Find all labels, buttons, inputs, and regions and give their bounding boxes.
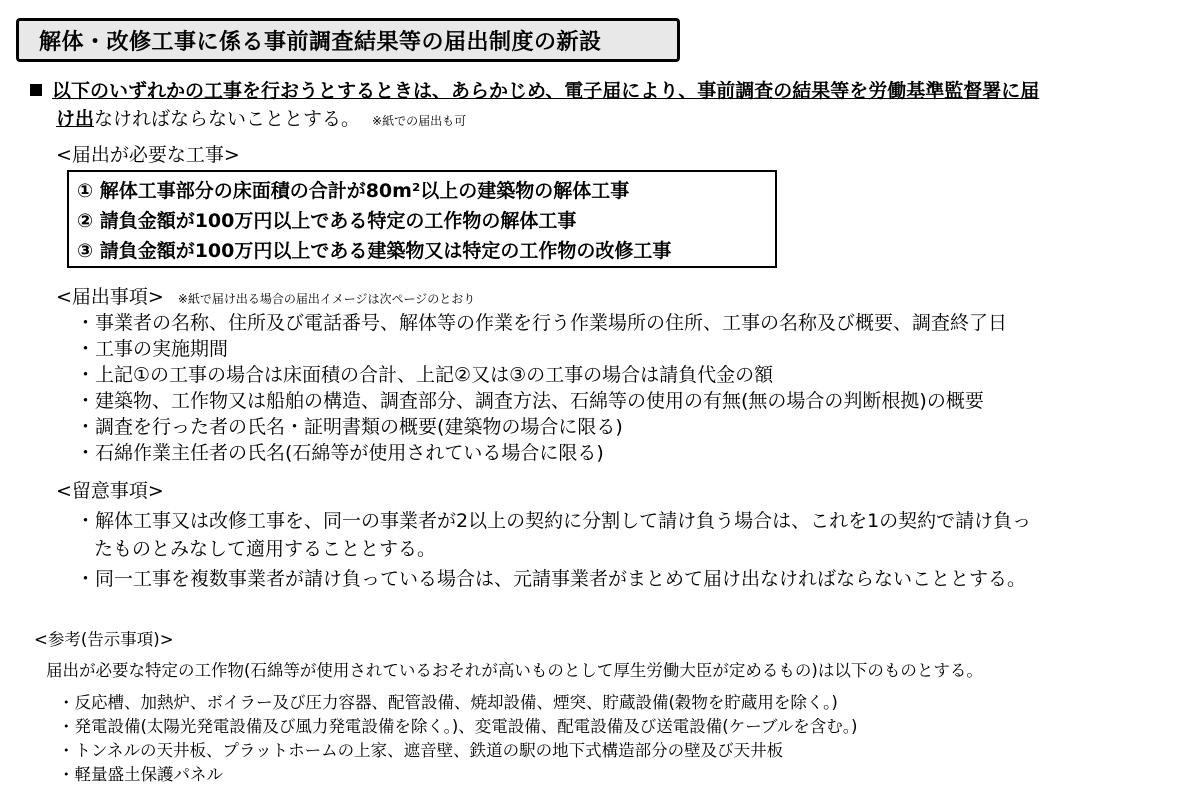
- notification-item: ・上記①の工事の場合は床面積の合計、上記②又は③の工事の場合は請負代金の額: [76, 364, 774, 386]
- reference-heading: <参考(告示事項)>: [34, 630, 174, 649]
- page-title: 解体・改修工事に係る事前調査結果等の届出制度の新設: [39, 29, 602, 55]
- note-item-1-line-1: ・解体工事又は改修工事を、同一の事業者が2以上の契約に分割して請け負う場合は、これを1の契約で請け負っ: [76, 510, 1032, 532]
- square-bullet-icon: [30, 84, 42, 96]
- intro-line-1: [30, 76, 1039, 103]
- intro-rest: なければならないこととする。: [94, 108, 361, 130]
- required-works-heading: <届出が必要な工事>: [56, 144, 240, 166]
- required-work-item: ③ 請負金額が100万円以上である建築物又は特定の工作物の改修工事: [77, 240, 672, 262]
- title-box: [16, 18, 680, 62]
- intro-bold-1: 以下のいずれかの工事を行おうとするときは、あらかじめ、電子届により、事前調査の結果等を労働基準監督署に届: [52, 80, 1040, 102]
- notification-item: ・調査を行った者の氏名・証明書類の概要(建築物の場合に限る): [76, 416, 623, 438]
- required-work-item: ② 請負金額が100万円以上である特定の工作物の解体工事: [77, 210, 577, 232]
- intro-note: ※紙での届出も可: [372, 114, 467, 128]
- notification-item: ・工事の実施期間: [76, 338, 229, 360]
- notification-item: ・石綿作業主任者の氏名(石綿等が使用されている場合に限る): [76, 442, 604, 464]
- notification-heading-text: <届出事項>: [56, 286, 164, 308]
- note-item-1-line-2: たものとみなして適用することとする。: [94, 538, 437, 560]
- notification-item: ・事業者の名称、住所及び電話番号、解体等の作業を行う作業場所の住所、工事の名称及び概要、調査終了日: [76, 312, 1008, 334]
- intro-bold-2: け出: [56, 108, 95, 130]
- required-works-box: [67, 170, 777, 268]
- intro-line-2: [56, 104, 466, 131]
- notification-items-heading: [56, 282, 475, 309]
- notes-heading: <留意事項>: [56, 480, 164, 502]
- note-item-2: ・同一工事を複数事業者が請け負っている場合は、元請事業者がまとめて届け出なければならないこととする。: [76, 568, 1027, 590]
- reference-item: ・反応槽、加熱炉、ボイラー及び圧力容器、配管設備、焼却設備、煙突、貯蔵設備(穀物を貯蔵用を除く。): [58, 693, 838, 712]
- reference-item: ・軽量盛土保護パネル: [58, 765, 223, 784]
- reference-item: ・発電設備(太陽光発電設備及び風力発電設備を除く。)、変電設備、配電設備及び送電設備(ケーブルを含む。): [58, 717, 858, 736]
- notification-item: ・建築物、工作物又は船舶の構造、調査部分、調査方法、石綿等の使用の有無(無の場合の判断根拠)の概要: [76, 390, 984, 412]
- reference-intro: 届出が必要な特定の工作物(石綿等が使用されているおそれが高いものとして厚生労働大臣が定めるもの)は以下のものとする。: [46, 661, 983, 680]
- notification-note: ※紙で届け出る場合の届出イメージは次ページのとおり: [177, 292, 476, 306]
- reference-item: ・トンネルの天井板、プラットホームの上家、遮音壁、鉄道の駅の地下式構造部分の壁及び天井板: [58, 741, 784, 760]
- required-work-item: ① 解体工事部分の床面積の合計が80m²以上の建築物の解体工事: [77, 180, 630, 202]
